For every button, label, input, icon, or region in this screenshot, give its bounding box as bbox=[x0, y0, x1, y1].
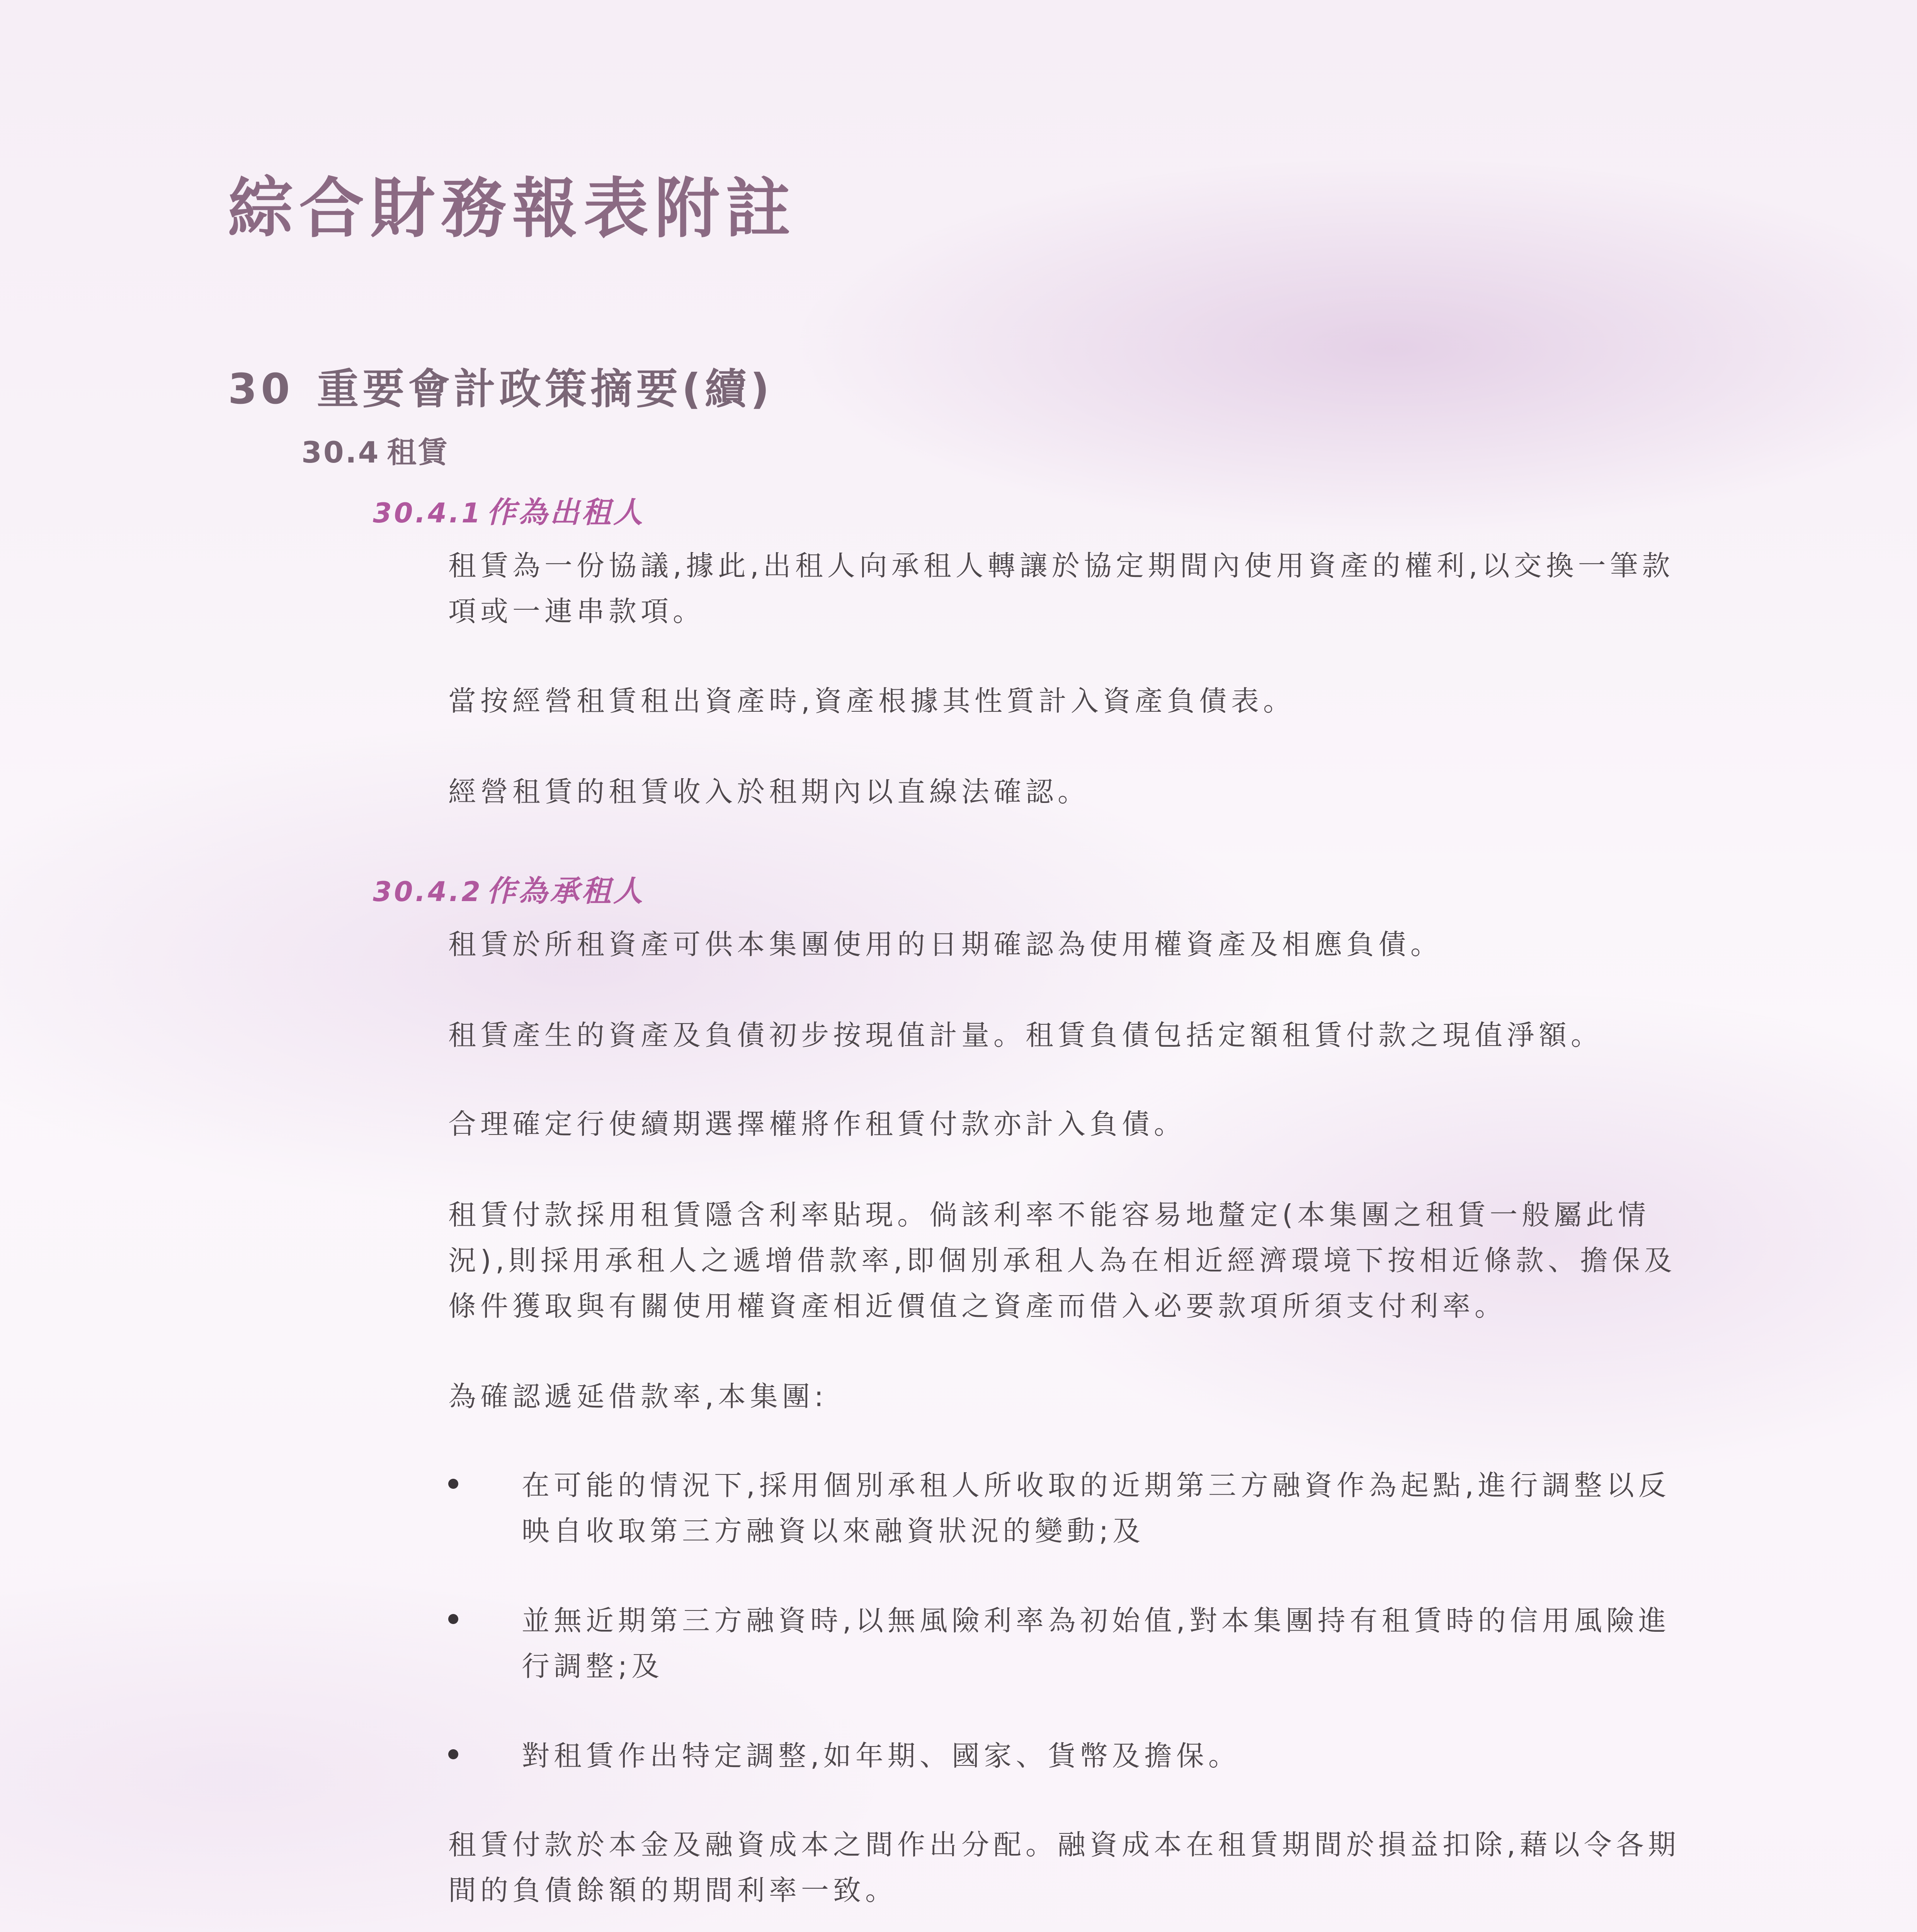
lessee-paragraph-5: 為確認遞延借款率,本集團: bbox=[448, 1380, 828, 1413]
list-item bbox=[448, 1733, 1692, 1779]
page-title: 綜合財務報表附註 bbox=[228, 171, 797, 247]
lessee-paragraph-6: 租賃付款於本金及融資成本之間作出分配。融資成本在租賃期間於損益扣除,藉以令各期間的負債餘額的期間利率一致。 bbox=[448, 1828, 1680, 1906]
lessor-paragraph-2: 當按經營租賃租出資產時,資產根據其性質計入資產負債表。 bbox=[448, 685, 1295, 717]
lessee-paragraph-2: 租賃產生的資產及負債初步按現值計量。租賃負債包括定額租賃付款之現值淨額。 bbox=[448, 1019, 1603, 1051]
subsection-number: 30.4 bbox=[301, 435, 380, 469]
lessor-heading bbox=[373, 489, 645, 531]
lessee-heading bbox=[373, 867, 645, 910]
list-item-text: 在可能的情況下,採用個別承租人所收取的近期第三方融資作為起點,進行調整以反映自收取第三方融資以來融資狀況的變動;及 bbox=[522, 1469, 1670, 1547]
section-title: 重要會計政策摘要(續) bbox=[317, 365, 774, 413]
lessor-number: 30.4.1 bbox=[373, 497, 483, 529]
lessor-paragraph-1: 租賃為一份協議,據此,出租人向承租人轉讓於協定期間內使用資產的權利,以交換一筆款項或一連串款項。 bbox=[448, 549, 1674, 628]
lessee-paragraph-3: 合理確定行使續期選擇權將作租賃付款亦計入負債。 bbox=[448, 1108, 1186, 1140]
list-item-text: 並無近期第三方融資時,以無風險利率為初始值,對本集團持有租賃時的信用風險進行調整;及 bbox=[522, 1604, 1670, 1682]
section-number: 30 bbox=[228, 365, 294, 413]
lessee-title: 作為承租人 bbox=[486, 874, 645, 908]
lessee-paragraph-1: 租賃於所租資產可供本集團使用的日期確認為使用權資產及相應負債。 bbox=[448, 928, 1443, 961]
list-item bbox=[448, 1598, 1692, 1689]
lessee-number: 30.4.2 bbox=[373, 876, 483, 908]
subsection-title: 租賃 bbox=[387, 435, 449, 469]
list-item bbox=[448, 1463, 1692, 1554]
bullet-dot bbox=[448, 1479, 458, 1489]
list-item-text: 對租賃作出特定調整,如年期、國家、貨幣及擔保。 bbox=[522, 1740, 1240, 1772]
lessor-title: 作為出租人 bbox=[486, 495, 645, 529]
subsection-heading bbox=[301, 429, 449, 471]
bullet-dot bbox=[448, 1614, 458, 1624]
section-heading bbox=[228, 355, 773, 415]
lessor-paragraph-3: 經營租賃的租賃收入於租期內以直線法確認。 bbox=[448, 776, 1090, 808]
lessee-paragraph-4: 租賃付款採用租賃隱含利率貼現。倘該利率不能容易地釐定(本集團之租賃一般屬此情況),則採用承租人之遞增借款率,即個別承租人為在相近經濟環境下按相近條款、擔保及條件獲取與有關使用權資產相近價值之資產而借入必要款項所須支付利率。 bbox=[448, 1199, 1676, 1322]
bullet-dot bbox=[448, 1749, 458, 1759]
